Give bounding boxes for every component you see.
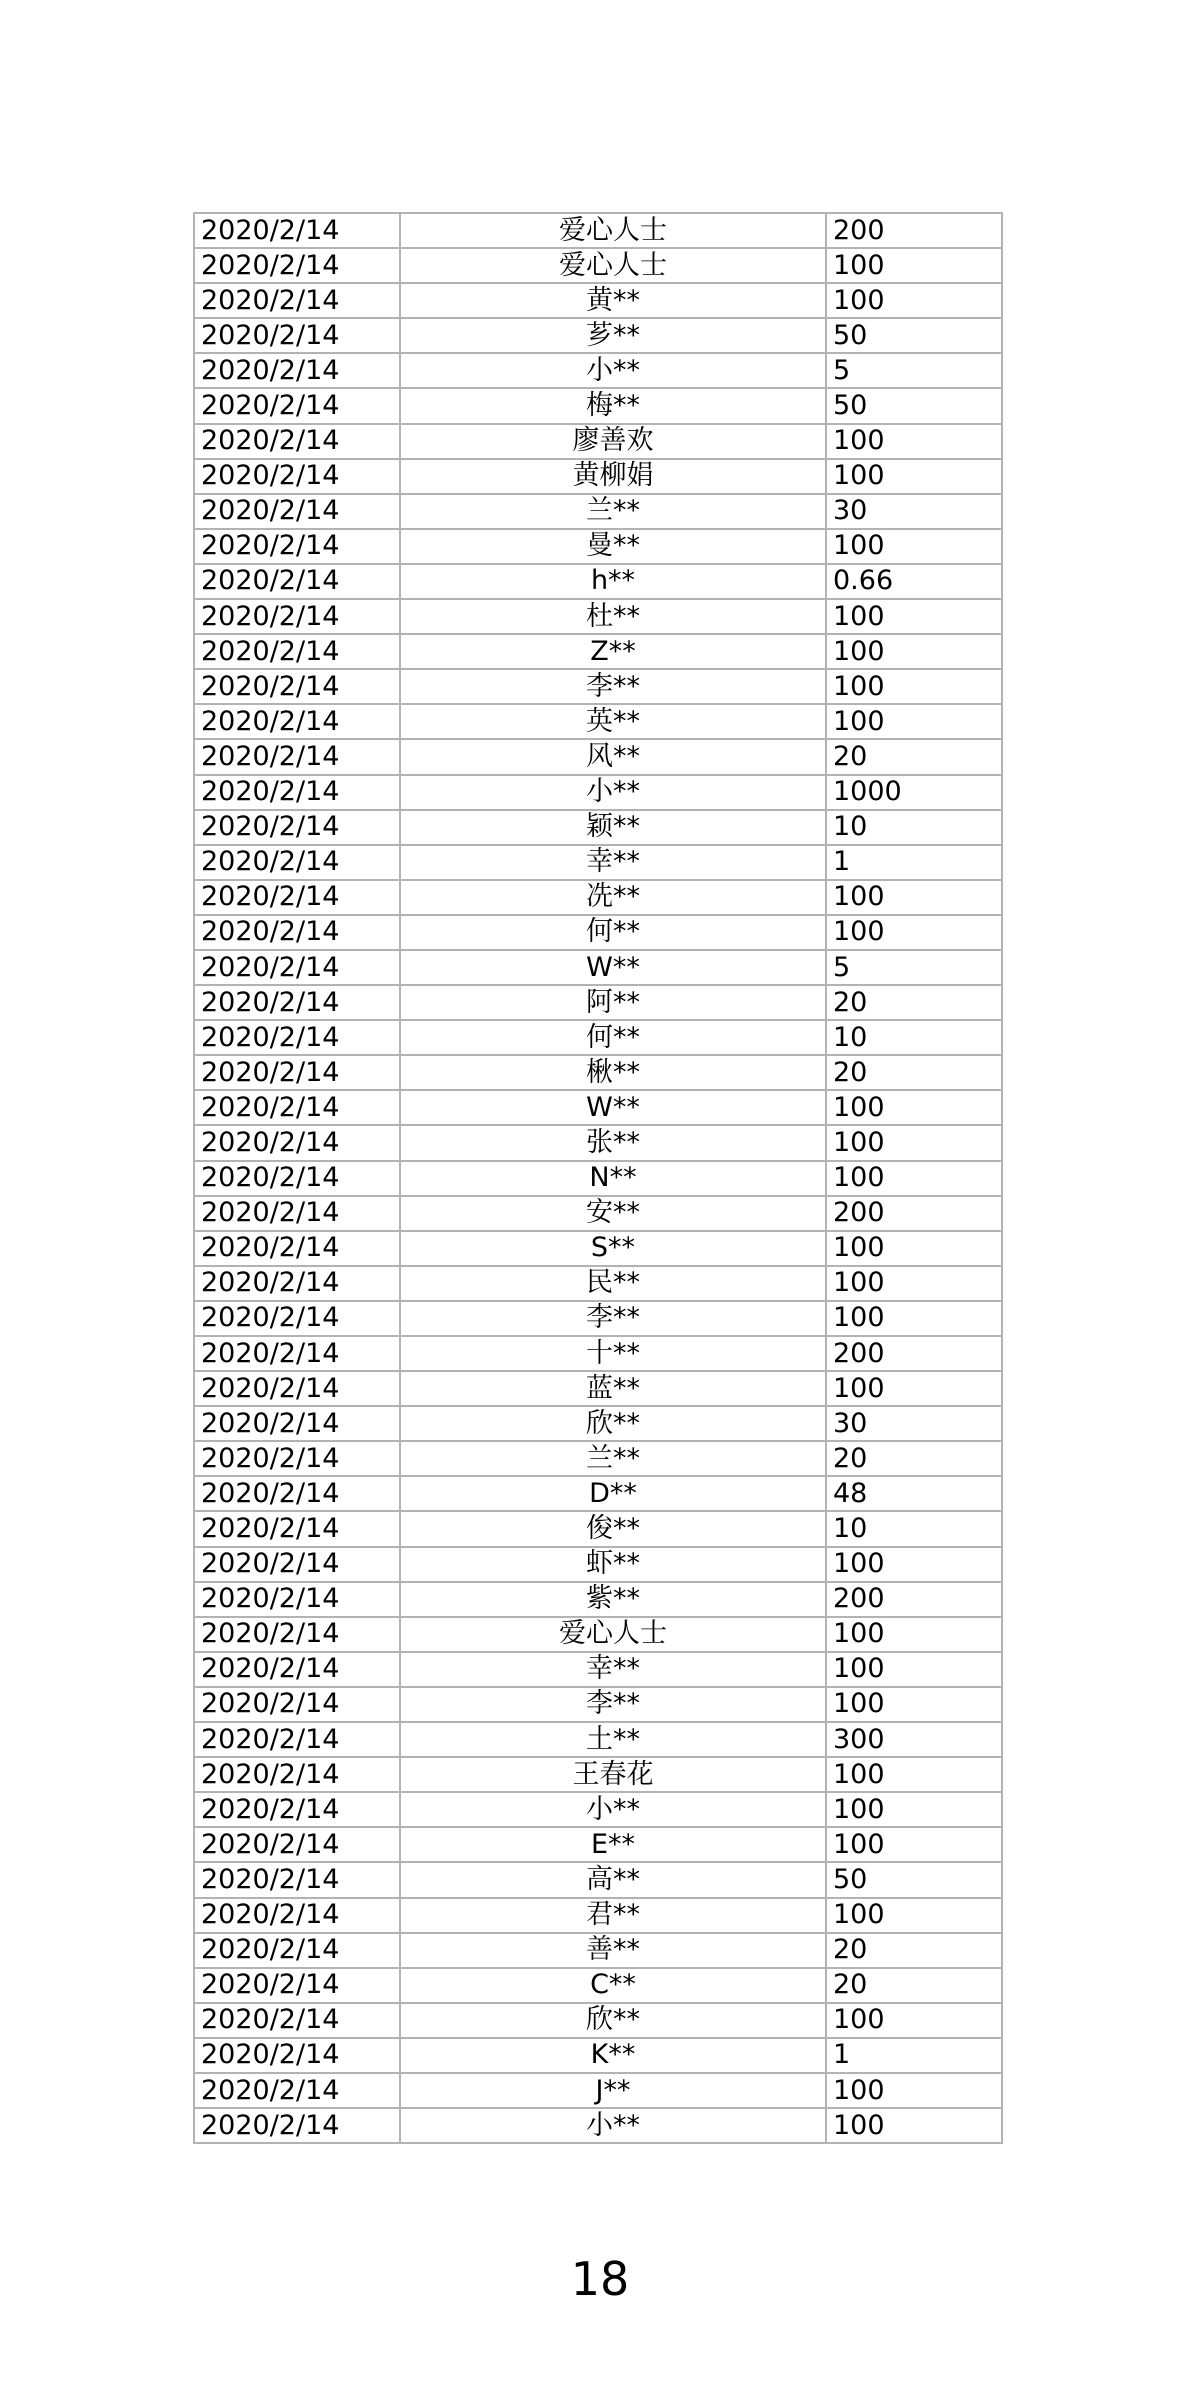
amount-cell: 50 — [826, 388, 1002, 423]
date-cell: 2020/2/14 — [194, 2003, 400, 2038]
amount-cell: 100 — [826, 1827, 1002, 1862]
table-row — [194, 424, 1002, 459]
donor-name-cell: C** — [400, 1968, 826, 2003]
table-row — [194, 1266, 1002, 1301]
donor-name-cell: 虾** — [400, 1547, 826, 1582]
date-cell: 2020/2/14 — [194, 1125, 400, 1160]
date-cell: 2020/2/14 — [194, 1862, 400, 1897]
date-cell: 2020/2/14 — [194, 2073, 400, 2108]
date-cell: 2020/2/14 — [194, 318, 400, 353]
donor-name-cell: 欣** — [400, 2003, 826, 2038]
date-cell: 2020/2/14 — [194, 1020, 400, 1055]
date-cell: 2020/2/14 — [194, 880, 400, 915]
table-row — [194, 1301, 1002, 1336]
amount-cell: 20 — [826, 1968, 1002, 2003]
donor-name-cell: 曼** — [400, 529, 826, 564]
amount-cell: 200 — [826, 1196, 1002, 1231]
donor-name-cell: 善** — [400, 1933, 826, 1968]
date-cell: 2020/2/14 — [194, 424, 400, 459]
amount-cell: 10 — [826, 1020, 1002, 1055]
donor-name-cell: S** — [400, 1231, 826, 1266]
date-cell: 2020/2/14 — [194, 1968, 400, 2003]
donor-name-cell: 蓝** — [400, 1371, 826, 1406]
table-row — [194, 1968, 1002, 2003]
date-cell: 2020/2/14 — [194, 1652, 400, 1687]
amount-cell: 100 — [826, 1617, 1002, 1652]
table-row — [194, 634, 1002, 669]
table-row — [194, 1617, 1002, 1652]
amount-cell: 50 — [826, 1862, 1002, 1897]
date-cell: 2020/2/14 — [194, 283, 400, 318]
donor-name-cell: 欣** — [400, 1406, 826, 1441]
table-row — [194, 1371, 1002, 1406]
table-row — [194, 915, 1002, 950]
amount-cell: 200 — [826, 1336, 1002, 1371]
table-row — [194, 845, 1002, 880]
date-cell: 2020/2/14 — [194, 1511, 400, 1546]
date-cell: 2020/2/14 — [194, 1757, 400, 1792]
table-row — [194, 1652, 1002, 1687]
amount-cell: 1000 — [826, 775, 1002, 810]
donor-name-cell: 土** — [400, 1722, 826, 1757]
donor-name-cell: 芗** — [400, 318, 826, 353]
amount-cell: 100 — [826, 1125, 1002, 1160]
amount-cell: 100 — [826, 1652, 1002, 1687]
date-cell: 2020/2/14 — [194, 739, 400, 774]
table-row — [194, 1090, 1002, 1125]
date-cell: 2020/2/14 — [194, 529, 400, 564]
date-cell: 2020/2/14 — [194, 213, 400, 248]
date-cell: 2020/2/14 — [194, 353, 400, 388]
table-row — [194, 1196, 1002, 1231]
date-cell: 2020/2/14 — [194, 1371, 400, 1406]
date-cell: 2020/2/14 — [194, 2108, 400, 2143]
amount-cell: 10 — [826, 810, 1002, 845]
donor-name-cell: 黄柳娟 — [400, 459, 826, 494]
amount-cell: 100 — [826, 424, 1002, 459]
amount-cell: 100 — [826, 2003, 1002, 2038]
table-row — [194, 1933, 1002, 1968]
date-cell: 2020/2/14 — [194, 1933, 400, 1968]
table-row — [194, 1231, 1002, 1266]
table-row — [194, 1757, 1002, 1792]
amount-cell: 100 — [826, 669, 1002, 704]
amount-cell: 50 — [826, 318, 1002, 353]
amount-cell: 100 — [826, 1161, 1002, 1196]
date-cell: 2020/2/14 — [194, 564, 400, 599]
amount-cell: 5 — [826, 353, 1002, 388]
donation-table — [193, 212, 1003, 2144]
date-cell: 2020/2/14 — [194, 1336, 400, 1371]
amount-cell: 20 — [826, 1441, 1002, 1476]
date-cell: 2020/2/14 — [194, 810, 400, 845]
donor-name-cell: 小** — [400, 775, 826, 810]
date-cell: 2020/2/14 — [194, 2038, 400, 2073]
donor-name-cell: E** — [400, 1827, 826, 1862]
table-row — [194, 1161, 1002, 1196]
donor-name-cell: N** — [400, 1161, 826, 1196]
amount-cell: 100 — [826, 2108, 1002, 2143]
amount-cell: 1 — [826, 845, 1002, 880]
donor-name-cell: 安** — [400, 1196, 826, 1231]
table-row — [194, 880, 1002, 915]
amount-cell: 1 — [826, 2038, 1002, 2073]
amount-cell: 0.66 — [826, 564, 1002, 599]
table-row — [194, 494, 1002, 529]
table-row — [194, 1476, 1002, 1511]
table-row — [194, 1687, 1002, 1722]
donor-name-cell: 廖善欢 — [400, 424, 826, 459]
date-cell: 2020/2/14 — [194, 1266, 400, 1301]
donor-name-cell: 英** — [400, 704, 826, 739]
date-cell: 2020/2/14 — [194, 1441, 400, 1476]
donor-name-cell: 何** — [400, 915, 826, 950]
donor-name-cell: h** — [400, 564, 826, 599]
donor-name-cell: 君** — [400, 1898, 826, 1933]
donor-name-cell: 十** — [400, 1336, 826, 1371]
date-cell: 2020/2/14 — [194, 775, 400, 810]
table-row — [194, 248, 1002, 283]
donor-name-cell: 爱心人士 — [400, 248, 826, 283]
amount-cell: 30 — [826, 1406, 1002, 1441]
table-row — [194, 1125, 1002, 1160]
table-row — [194, 353, 1002, 388]
donor-name-cell: 高** — [400, 1862, 826, 1897]
table-row — [194, 459, 1002, 494]
date-cell: 2020/2/14 — [194, 1301, 400, 1336]
amount-cell: 100 — [826, 880, 1002, 915]
donor-name-cell: 李** — [400, 1687, 826, 1722]
amount-cell: 100 — [826, 704, 1002, 739]
date-cell: 2020/2/14 — [194, 1547, 400, 1582]
date-cell: 2020/2/14 — [194, 1161, 400, 1196]
table-row — [194, 1055, 1002, 1090]
date-cell: 2020/2/14 — [194, 704, 400, 739]
donor-name-cell: 幸** — [400, 845, 826, 880]
amount-cell: 200 — [826, 213, 1002, 248]
amount-cell: 100 — [826, 1687, 1002, 1722]
amount-cell: 100 — [826, 599, 1002, 634]
amount-cell: 20 — [826, 985, 1002, 1020]
donor-name-cell: 紫** — [400, 1582, 826, 1617]
table-row — [194, 529, 1002, 564]
amount-cell: 100 — [826, 2073, 1002, 2108]
amount-cell: 100 — [826, 1757, 1002, 1792]
amount-cell: 10 — [826, 1511, 1002, 1546]
donor-name-cell: 兰** — [400, 494, 826, 529]
donor-name-cell: 张** — [400, 1125, 826, 1160]
amount-cell: 100 — [826, 1231, 1002, 1266]
donor-name-cell: 幸** — [400, 1652, 826, 1687]
date-cell: 2020/2/14 — [194, 1687, 400, 1722]
amount-cell: 30 — [826, 494, 1002, 529]
table-row — [194, 704, 1002, 739]
amount-cell: 100 — [826, 283, 1002, 318]
amount-cell: 100 — [826, 529, 1002, 564]
table-row — [194, 2108, 1002, 2143]
date-cell: 2020/2/14 — [194, 494, 400, 529]
table-row — [194, 564, 1002, 599]
donor-name-cell: 何** — [400, 1020, 826, 1055]
table-row — [194, 2073, 1002, 2108]
date-cell: 2020/2/14 — [194, 459, 400, 494]
donor-name-cell: 黄** — [400, 283, 826, 318]
table-row — [194, 1792, 1002, 1827]
table-row — [194, 1722, 1002, 1757]
donor-name-cell: 阿** — [400, 985, 826, 1020]
table-row — [194, 739, 1002, 774]
donor-name-cell: D** — [400, 1476, 826, 1511]
donor-name-cell: 俊** — [400, 1511, 826, 1546]
donor-name-cell: 民** — [400, 1266, 826, 1301]
donor-name-cell: 冼** — [400, 880, 826, 915]
date-cell: 2020/2/14 — [194, 1406, 400, 1441]
amount-cell: 100 — [826, 459, 1002, 494]
table-row — [194, 1336, 1002, 1371]
donor-name-cell: Z** — [400, 634, 826, 669]
table-row — [194, 669, 1002, 704]
amount-cell: 100 — [826, 1090, 1002, 1125]
amount-cell: 100 — [826, 915, 1002, 950]
amount-cell: 5 — [826, 950, 1002, 985]
amount-cell: 20 — [826, 1933, 1002, 1968]
donor-name-cell: 爱心人士 — [400, 1617, 826, 1652]
donor-name-cell: 兰** — [400, 1441, 826, 1476]
table-row — [194, 1582, 1002, 1617]
page-number: 18 — [570, 2252, 630, 2306]
amount-cell: 200 — [826, 1582, 1002, 1617]
date-cell: 2020/2/14 — [194, 634, 400, 669]
donor-name-cell: 王春花 — [400, 1757, 826, 1792]
donor-name-cell: 李** — [400, 669, 826, 704]
date-cell: 2020/2/14 — [194, 599, 400, 634]
table-row — [194, 1441, 1002, 1476]
donor-name-cell: K** — [400, 2038, 826, 2073]
table-row — [194, 775, 1002, 810]
donor-name-cell: 风** — [400, 739, 826, 774]
donor-name-cell: 李** — [400, 1301, 826, 1336]
donor-name-cell: 爱心人士 — [400, 213, 826, 248]
date-cell: 2020/2/14 — [194, 845, 400, 880]
table-row — [194, 2003, 1002, 2038]
amount-cell: 300 — [826, 1722, 1002, 1757]
table-row — [194, 950, 1002, 985]
date-cell: 2020/2/14 — [194, 1617, 400, 1652]
amount-cell: 100 — [826, 634, 1002, 669]
date-cell: 2020/2/14 — [194, 1722, 400, 1757]
date-cell: 2020/2/14 — [194, 1055, 400, 1090]
table-row — [194, 388, 1002, 423]
amount-cell: 20 — [826, 739, 1002, 774]
date-cell: 2020/2/14 — [194, 248, 400, 283]
date-cell: 2020/2/14 — [194, 915, 400, 950]
amount-cell: 100 — [826, 1371, 1002, 1406]
table-row — [194, 318, 1002, 353]
donor-name-cell: W** — [400, 950, 826, 985]
date-cell: 2020/2/14 — [194, 1582, 400, 1617]
date-cell: 2020/2/14 — [194, 1090, 400, 1125]
table-row — [194, 599, 1002, 634]
date-cell: 2020/2/14 — [194, 669, 400, 704]
table-row — [194, 1827, 1002, 1862]
donor-name-cell: J** — [400, 2073, 826, 2108]
table-row — [194, 1898, 1002, 1933]
amount-cell: 100 — [826, 1547, 1002, 1582]
donor-name-cell: W** — [400, 1090, 826, 1125]
table-row — [194, 2038, 1002, 2073]
date-cell: 2020/2/14 — [194, 1898, 400, 1933]
amount-cell: 100 — [826, 1792, 1002, 1827]
table-row — [194, 283, 1002, 318]
amount-cell: 100 — [826, 1266, 1002, 1301]
date-cell: 2020/2/14 — [194, 1231, 400, 1266]
table-row — [194, 1020, 1002, 1055]
date-cell: 2020/2/14 — [194, 985, 400, 1020]
amount-cell: 100 — [826, 1301, 1002, 1336]
table-row — [194, 1511, 1002, 1546]
date-cell: 2020/2/14 — [194, 1792, 400, 1827]
date-cell: 2020/2/14 — [194, 1476, 400, 1511]
donor-name-cell: 梅** — [400, 388, 826, 423]
donation-table-body — [194, 213, 1002, 2143]
table-row — [194, 1406, 1002, 1441]
donor-name-cell: 杜** — [400, 599, 826, 634]
table-row — [194, 213, 1002, 248]
date-cell: 2020/2/14 — [194, 1196, 400, 1231]
date-cell: 2020/2/14 — [194, 1827, 400, 1862]
date-cell: 2020/2/14 — [194, 388, 400, 423]
donor-name-cell: 楸** — [400, 1055, 826, 1090]
amount-cell: 20 — [826, 1055, 1002, 1090]
table-row — [194, 985, 1002, 1020]
donor-name-cell: 颖** — [400, 810, 826, 845]
table-row — [194, 1547, 1002, 1582]
table-row — [194, 810, 1002, 845]
donor-name-cell: 小** — [400, 353, 826, 388]
amount-cell: 100 — [826, 248, 1002, 283]
date-cell: 2020/2/14 — [194, 950, 400, 985]
amount-cell: 48 — [826, 1476, 1002, 1511]
donor-name-cell: 小** — [400, 1792, 826, 1827]
donor-name-cell: 小** — [400, 2108, 826, 2143]
table-row — [194, 1862, 1002, 1897]
amount-cell: 100 — [826, 1898, 1002, 1933]
